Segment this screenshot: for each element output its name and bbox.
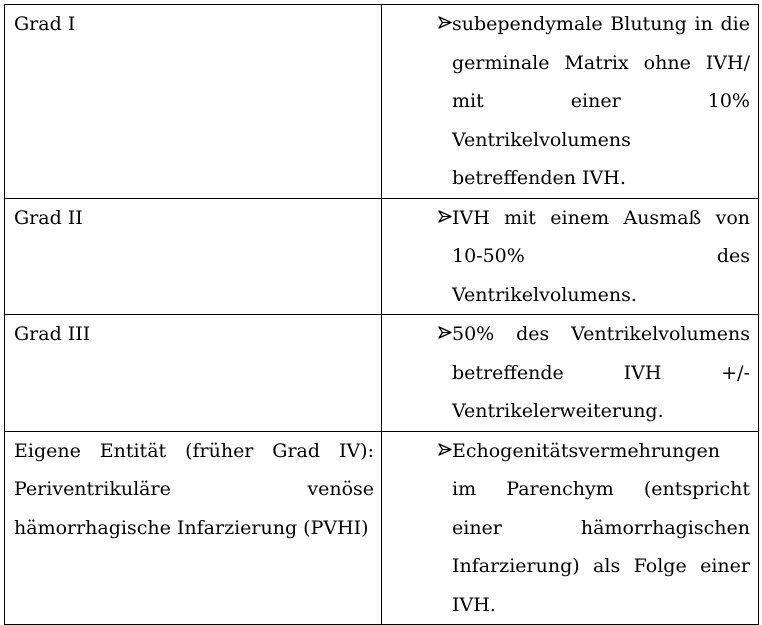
table-row — [5, 5, 759, 199]
table-row — [5, 315, 759, 432]
grade-cell — [5, 315, 382, 432]
grade-cell — [5, 198, 382, 315]
description-text: Echogenitätsvermehrungen im Parenchym (entspricht einer hämorrhagischen Infarzierung) als Folge einer IVH. — [452, 439, 750, 616]
table-row — [5, 198, 759, 315]
grade-cell — [5, 5, 382, 199]
description-text: subependymale Blutung in die germinale Matrix ohne IVH/ mit einer 10% Ventrikelvolumens betreffenden IVH. — [452, 13, 750, 189]
description-cell — [382, 198, 759, 315]
grade-cell — [5, 431, 382, 625]
bullet-item — [382, 432, 750, 625]
ivh-grading-table — [4, 4, 759, 625]
bullet-item — [382, 199, 750, 315]
table-row — [5, 431, 759, 625]
grade-label: Eigene Entität (früher Grad IV): Periventrikuläre venöse hämorrhagische Infarzierung (PVHI) — [14, 439, 374, 539]
description-text: IVH mit einem Ausmaß von 10-50% des Ventrikelvolumens. — [452, 206, 750, 306]
grade-label: Grad III — [14, 323, 91, 345]
arrowhead-bullet-icon — [382, 5, 452, 44]
description-cell — [382, 315, 759, 432]
arrowhead-bullet-icon — [382, 315, 452, 354]
bullet-item — [382, 315, 750, 431]
description-text: 50% des Ventrikelvolumens betreffende IVH +/- Ventrikelerweiterung. — [452, 323, 750, 422]
description-cell — [382, 5, 759, 199]
grade-label: Grad II — [14, 206, 83, 229]
arrowhead-bullet-icon — [382, 199, 452, 238]
bullet-item — [382, 5, 750, 198]
description-cell — [382, 431, 759, 625]
arrowhead-bullet-icon — [382, 432, 452, 471]
grade-label: Grad I — [14, 13, 76, 35]
